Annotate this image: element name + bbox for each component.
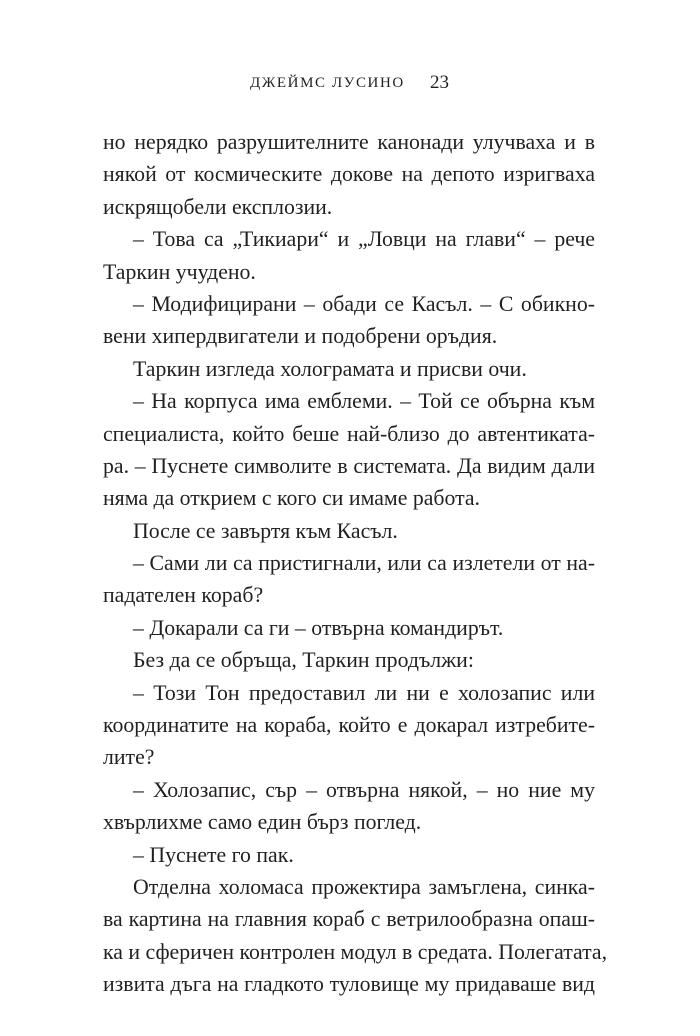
text-line: специалиста, който беше най-близо до автентиката- — [103, 421, 595, 446]
text-line: лите? — [103, 745, 155, 770]
text-line: – Холозапис, сър – отвърна някой, – но ние му — [133, 777, 595, 802]
text-line: някой от космическите докове на депото изригваха — [103, 162, 595, 187]
text-line: – Пуснете го пак. — [133, 842, 294, 867]
text-line: – Този Тон предоставил ли ни е холозапис или — [133, 680, 595, 705]
text-line: падателен кораб? — [103, 583, 264, 608]
text-line: Таркин учудено. — [103, 259, 256, 284]
text-line: Без да се обръща, Таркин продължи: — [133, 648, 474, 673]
text-line: – Това са „Тикиари“ и „Ловци на глави“ – рече — [133, 227, 595, 252]
text-line: координатите на кораба, който е докарал изтребите- — [103, 713, 595, 738]
text-line: ва картина на главния кораб с ветрилообразна опаш- — [103, 907, 595, 932]
text-line: После се завъртя към Касъл. — [133, 518, 398, 543]
page-number: 23 — [430, 72, 449, 93]
text-line: ра. – Пуснете символите в системата. Да видим дали — [103, 453, 595, 478]
text-line: няма да открием с кого си имаме работа. — [103, 486, 481, 511]
text-line: но нерядко разрушителните канонади улучваха и в — [103, 130, 595, 154]
text-line: – Докарали са ги – отвърна командирът. — [133, 615, 504, 640]
text-line: хвърлихме само един бърз поглед. — [103, 810, 422, 835]
text-line: – На корпуса има емблеми. – Той се обърна към — [133, 389, 595, 414]
text-line: ка и сферичен контролен модул в средата. Полегатата, — [103, 939, 608, 964]
text-line: – Модифицирани – обади се Касъл. – С обикно- — [133, 291, 595, 316]
text-line: извита дъга на гладкото туловище му придаваше вид — [103, 972, 595, 997]
body-text — [103, 126, 608, 1001]
text-line: Отделна холомаса прожектира замъглена, синка- — [133, 874, 595, 899]
running-head — [0, 72, 700, 94]
text-line: – Сами ли са пристигнали, или са излетели от на- — [133, 551, 595, 576]
running-head-author: ДЖЕЙМС ЛУСИНО — [250, 75, 405, 91]
text-line: искрящобели експлозии. — [103, 194, 333, 219]
text-line: вени хипердвигатели и подобрени оръдия. — [103, 324, 498, 349]
text-line: Таркин изгледа холограмата и присви очи. — [133, 356, 527, 381]
